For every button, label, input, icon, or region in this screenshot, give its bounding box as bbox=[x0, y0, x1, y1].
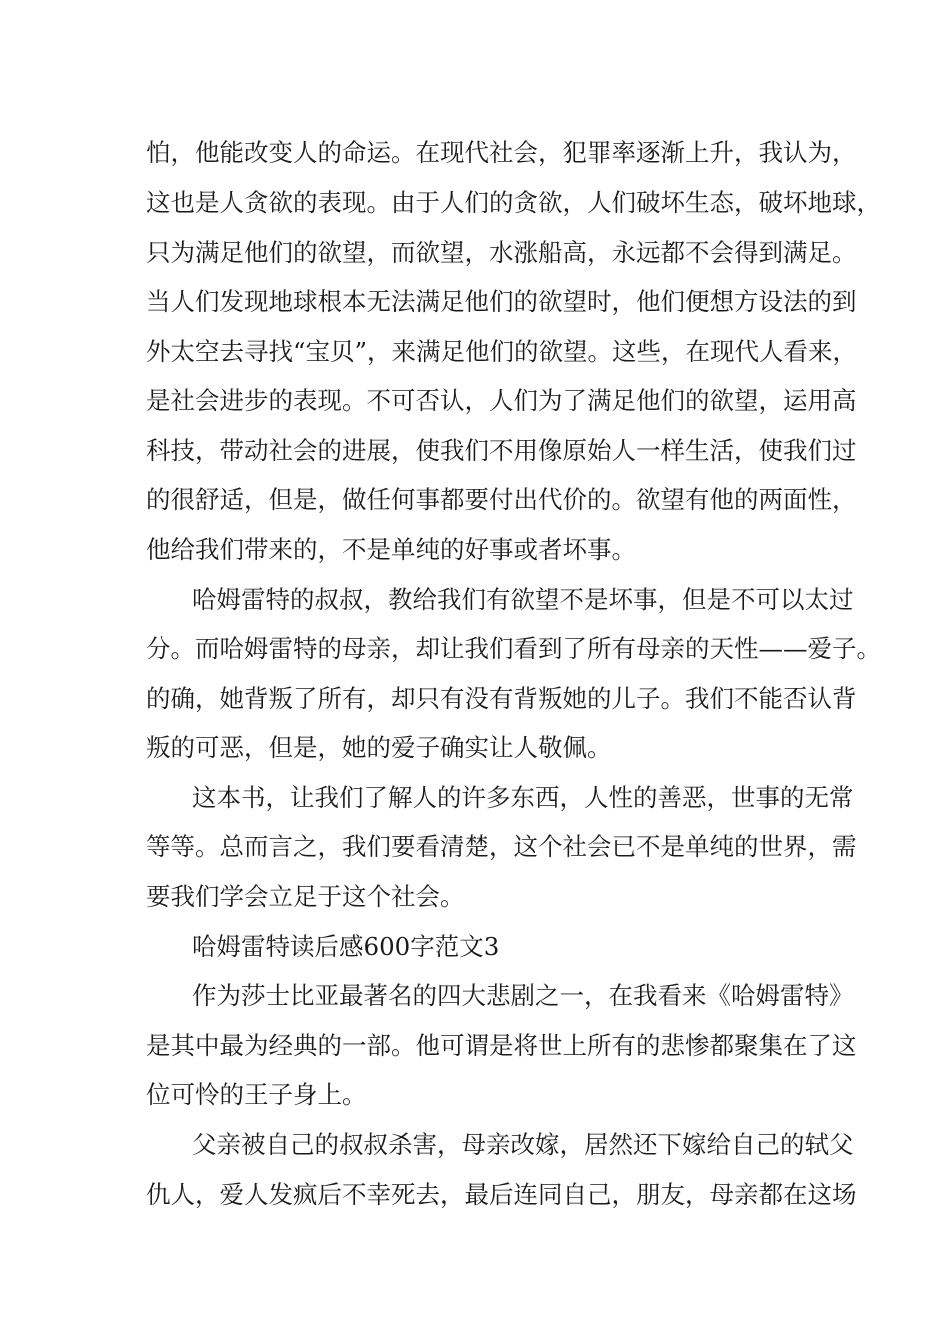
text-line-12: 的确，她背叛了所有，却只有没有背叛她的儿子。我们不能否认背 bbox=[146, 684, 857, 713]
text-line-8: 的很舒适，但是，做任何事都要付出代价的。欲望有他的两面性， bbox=[146, 485, 857, 514]
text-line-21: 父亲被自己的叔叔杀害，母亲改嫁，居然还下嫁给自己的轼父 bbox=[192, 1130, 854, 1159]
text-line-9: 他给我们带来的，不是单纯的好事或者坏事。 bbox=[146, 535, 636, 564]
text-line-19: 是其中最为经典的一部。他可谓是将世上所有的悲惨都聚集在了这 bbox=[146, 1031, 857, 1060]
text-line-2: 这也是人贪欲的表现。由于人们的贪欲，人们破坏生态，破坏地球， bbox=[146, 188, 881, 217]
text-line-15: 等等。总而言之，我们要看清楚，这个社会已不是单纯的世界，需 bbox=[146, 832, 857, 861]
text-line-5: 外太空去寻找“宝贝”，来满足他们的欲望。这些，在现代人看来， bbox=[146, 337, 858, 366]
text-line-10: 哈姆雷特的叔叔，教给我们有欲望不是坏事，但是不可以太过 bbox=[192, 585, 854, 614]
text-line-3: 只为满足他们的欲望，而欲望，水涨船高，永远都不会得到满足。 bbox=[146, 238, 857, 267]
text-line-18: 作为莎士比亚最著名的四大悲剧之一，在我看来《哈姆雷特》 bbox=[192, 981, 854, 1010]
text-line-13: 叛的可恶，但是，她的爱子确实让人敬佩。 bbox=[146, 733, 612, 762]
text-line-20: 位可怜的王子身上。 bbox=[146, 1080, 367, 1109]
text-line-6: 是社会进步的表现。不可否认，人们为了满足他们的欲望，运用高 bbox=[146, 386, 857, 415]
text-line-7: 科技，带动社会的进展，使我们不用像原始人一样生活，使我们过 bbox=[146, 436, 857, 465]
section-heading: 哈姆雷特读后感600字范文3 bbox=[192, 932, 500, 961]
text-line-16: 要我们学会立足于这个社会。 bbox=[146, 882, 465, 911]
text-line-22: 仇人，爱人发疯后不幸死去，最后连同自己，朋友，母亲都在这场 bbox=[146, 1180, 857, 1209]
text-line-1: 怕，他能改变人的命运。在现代社会，犯罪率逐渐上升，我认为， bbox=[146, 138, 857, 167]
text-line-11: 分。而哈姆雷特的母亲，却让我们看到了所有母亲的天性——爱子。 bbox=[146, 634, 881, 663]
text-line-14: 这本书，让我们了解人的许多东西，人性的善恶，世事的无常 bbox=[192, 783, 854, 812]
text-line-4: 当人们发现地球根本无法满足他们的欲望时，他们便想方设法的到 bbox=[146, 287, 857, 316]
